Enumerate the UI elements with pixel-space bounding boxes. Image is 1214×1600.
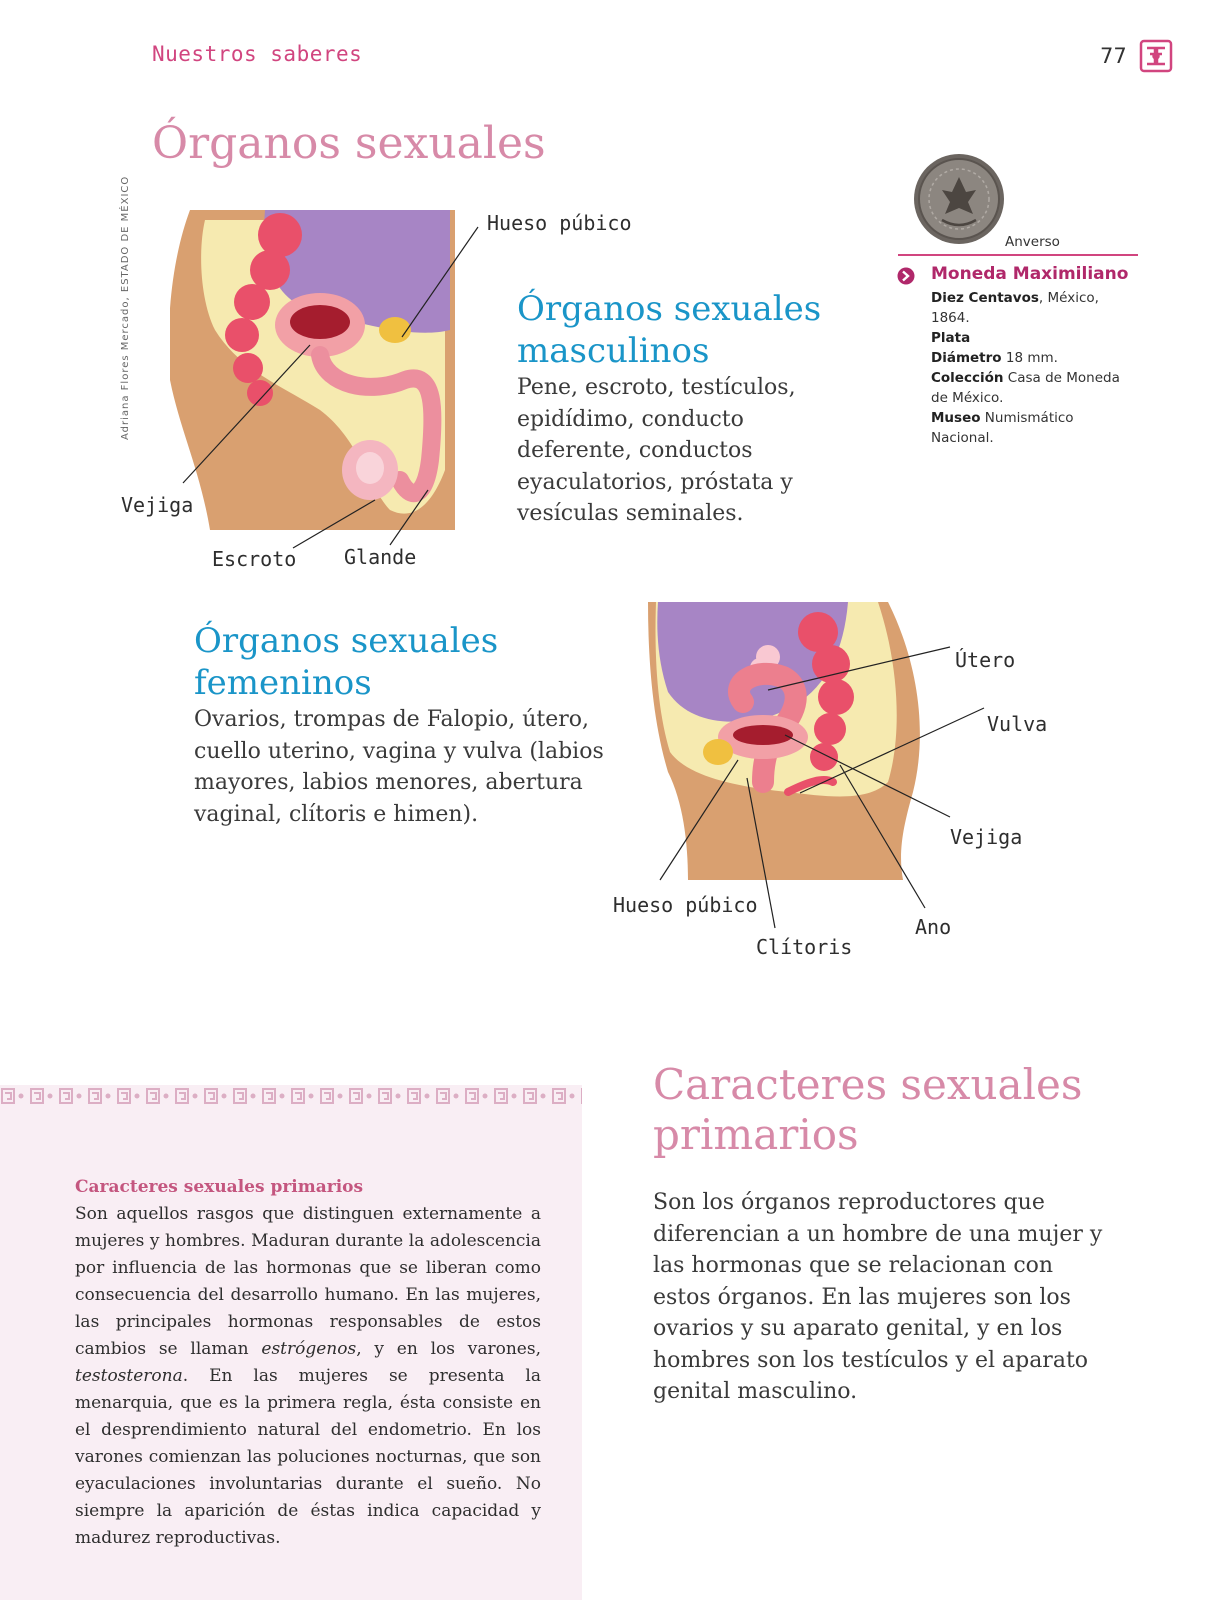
label-escroto: Escroto [212, 547, 297, 571]
label-glande: Glande [344, 545, 417, 569]
primary-characters-title: Caracteres sexuales primarios [653, 1060, 1083, 1159]
label-vejiga-female: Vejiga [950, 825, 1023, 849]
label-clitoris: Clítoris [756, 935, 853, 959]
male-organs-title-line2: masculinos [517, 331, 710, 371]
label-utero: Útero [955, 648, 1016, 672]
female-organs-title-line1: Órganos sexuales [194, 621, 499, 661]
decorative-border [0, 1085, 582, 1107]
sidebar-body: Son aquellos rasgos que distinguen externamente a mujeres y hombres. Maduran durante la adolescencia por influencia de las hormonas que se liberan como consecuencia del desarrollo humano. En las mujeres, las principales hormonas responsables de estos cambios se llaman estrógenos, y en los varones, testosterona. En las mujeres se presenta la menarquia, que es la primera regla, ésta consiste en el desprendimiento natural del endometrio. En los varones comienzan las poluciones nocturnas, que son eyaculaciones involuntarias durante el sueño. No siempre la aparición de éstas indica capacidad y madurez reproductivas. [75, 1204, 541, 1548]
label-ano: Ano [915, 915, 952, 939]
label-vulva: Vulva [987, 712, 1048, 736]
label-vejiga-male: Vejiga [121, 493, 194, 517]
coin-detail-metal: Plata [931, 330, 971, 346]
arrow-circle-icon [897, 267, 915, 285]
label-hueso-pubico-female: Hueso púbico [613, 893, 758, 917]
coin-side-label: Anverso [1005, 234, 1060, 250]
illustration-credit: Adriana Flores Mercado, ESTADO DE MÉXICO [120, 175, 131, 440]
coin-image [912, 152, 1006, 246]
page-title: Órganos sexuales [152, 118, 546, 169]
male-organs-body: Pene, escroto, testículos, epidídimo, conducto deferente, conductos eyaculatorios, próstata y vesículas seminales. [517, 375, 796, 526]
male-organs-title-line1: Órganos sexuales [517, 289, 822, 329]
coin-detail-diameter: Diámetro 18 mm. [931, 350, 1058, 366]
coin-detail-denomination: Diez Centavos, México, 1864. [931, 290, 1099, 326]
female-organs-title-line2: femeninos [194, 663, 372, 703]
female-organs-body: Ovarios, trompas de Falopio, útero, cuello uterino, vagina y vulva (labios mayores, labios menores, abertura vaginal, clítoris e himen). [194, 707, 604, 827]
male-organs-section [517, 288, 847, 530]
coin-details [931, 288, 1136, 448]
running-head: Nuestros saberes [152, 42, 363, 66]
page-number: 77 [1100, 44, 1127, 68]
female-diagram-leader-lines [0, 580, 1214, 960]
sidebar-title: Caracteres sexuales primarios [75, 1177, 364, 1197]
coin-detail-museum: Museo Numismático Nacional. [931, 410, 1074, 446]
primary-characters-body: Son los órganos reproductores que diferencian a un hombre de una mujer y las hormonas que se relacionan con estos órganos. En las mujeres son los ovarios y su aparato genital, y en los hombres son los testículos y el aparato genital masculino. [653, 1190, 1103, 1404]
coin-name: Moneda Maximiliano [931, 264, 1129, 284]
coin-divider [898, 254, 1138, 256]
coin-detail-collection: Colección Casa de Moneda de México. [931, 370, 1120, 406]
label-hueso-pubico-male: Hueso púbico [487, 211, 632, 235]
